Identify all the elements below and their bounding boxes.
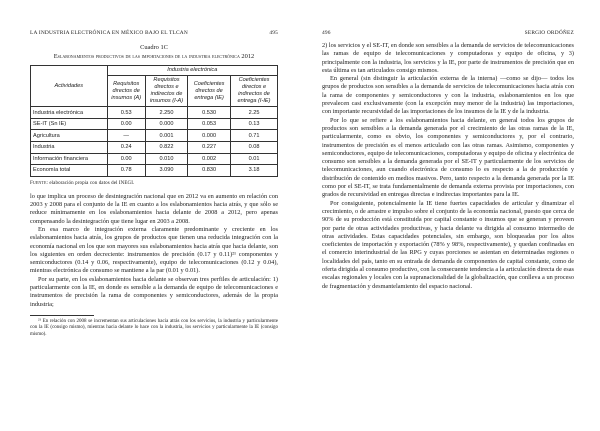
cell-value: 0.000 (145, 118, 187, 130)
cell-value: 3.18 (231, 165, 278, 177)
cell-value: 0.78 (107, 165, 145, 177)
col-header-direct-delivery: Coeficientes directos de entrega (IE) (188, 76, 231, 107)
left-running-head: LA INDUSTRIA ELECTRÓNICA EN MÉXICO BAJO EL TLCAN (30, 30, 188, 36)
cell-value: 0.08 (231, 141, 278, 153)
table-row (31, 153, 278, 165)
col-header-total-delivery: Coeficientes directos e indirectos de entrega (I-IE) (231, 76, 278, 107)
cell-value: — (107, 130, 145, 142)
cell-value: 0.530 (188, 107, 231, 119)
row-activity: Economía total (31, 165, 108, 177)
left-page-number: 495 (269, 30, 278, 36)
right-running-header (322, 30, 574, 42)
body-paragraph: Por lo que se refiere a los eslabonamientos hacia delante, en general todos los grupos de productos son sensibles a la demanda generada por el crecimiento de las otras ramas de la IE, particularmente, como es obvio, los componentes y semiconductores y, por el contrario, instrumentos de precisión es el menos articulado con las otras ramas. Asimismo, componentes y semiconductores, equipo de telecomunicaciones, computadoras y equipo de oficina y electrónica de consumo son sensibles a la demanda generada por el SE-IT y particularmente de los servicios de telecomunicaciones, aun cuando electrónica de consumo lo es respecto a la de producción y distribución de contenido en medios masivos. Pero, tanto respecto a la demanda generada por la IE como por el SE-IT, se trata fundamentalmente de demanda externa provista por importaciones, con grados de recursividad en entregas directas e indirectas importantes para la IE. (322, 116, 574, 199)
body-paragraph: Por consiguiente, potencialmente la IE tiene fuertes capacidades de articular y dinamizar el crecimiento, o de arrastre e impulso sobre el conjunto de la economía nacional, puesto que cerca de 90% de su producción está constituida por capital constante o insumos que se generan y proveen por parte de otras actividades productivas, y hacia delante va dirigida al consumo intermedio de otras actividades. Estas capacidades potenciales, sin embargo, son bloqueadas por los altos coeficientes de importación y exportación (78% y 98%, respectivamente), y quedan confinadas en el comercio interindustrial de las RPG y cuyas porciones se asientan en determinadas regiones o localidades del país, tanto en su entrada de demanda de componentes de capital constante, como de oferta dirigida al consumo productivo, con la consecuente tendencia a la articulación directa de esas escalas regionales y locales con la supranacionalidad de la globalización, que conlleva a un proceso de fragmentación y desmantelamiento del espacio nacional. (322, 199, 574, 290)
cell-value: 0.822 (145, 141, 187, 153)
cell-value: 0.13 (231, 118, 278, 130)
body-paragraph: lo que implica un proceso de desintegración nacional que en 2012 va en aumento en relación con 2003 y 2008 para el conjunto de la IE en cuanto a los eslabonamientos hacia atrás, y que sólo se reduce mínimamente en los eslabonamientos hacia delante de 2008 a 2012, pero apenas compensando la desintegración que tiene lugar en 2003 a 2008. (30, 192, 278, 225)
body-paragraph: 2) los servicios y el SE-IT, en donde son sensibles a la demanda de servicios de telecomunicaciones las ramas de equipo de telecomunicaciones y computadoras y equipo de oficina, y 3) principalmente con la industria, los servicios y la IE, por parte de instrumentos de precisión que en esta última es tan articulados consigo mismos. (322, 42, 574, 74)
row-activity: Información financiera (31, 153, 108, 165)
cell-value: 0.002 (188, 153, 231, 165)
cell-value: 0.227 (188, 141, 231, 153)
table-row (31, 107, 278, 119)
table-row (31, 118, 278, 130)
left-running-header (30, 30, 278, 42)
row-activity: Industria electrónica (31, 107, 108, 119)
cell-value: 0.830 (188, 165, 231, 177)
cell-value: 0.010 (145, 153, 187, 165)
body-paragraph: En esa marco de integración externa claramente predominante y creciente en los eslabonamientos hacia atrás, los grupos de productos que tienen una reducida integración con la economía nacional en los que son mayores sus eslabonamientos hacia atrás que hacia delante, son los siguientes en orden decreciente: instrumentos de precisión (0.17 y 0.11)²¹ componentes y semiconductores (0.14 y 0.06, respectivamente), equipo de telecomunicaciones (0.12 y 0.04), mientras electrónica de consumo se mantiene a la par (0.01 y 0.01). (30, 225, 278, 275)
right-running-head: SERGIO ORDÓÑEZ (524, 30, 574, 36)
cell-value: 0.000 (188, 130, 231, 142)
table-caption (30, 44, 278, 61)
cell-value: 2.25 (231, 107, 278, 119)
table-caption-text: Eslabonamientos productivos de las importaciones de la industria electrónica 2012 (53, 52, 255, 60)
cell-value: 0.001 (145, 130, 187, 142)
col-header-direct-inputs: Requisitos directos de insumos (A) (107, 76, 145, 107)
footnote: ²¹ En relación con 2008 se incrementan sus articulaciones hacia atrás con los servicios, la industria y particularmente con la IE (consigo mismo), mientras hacia delante lo hace con la industria, los servicios y particularmente la IE (consigo mismo). (30, 318, 278, 337)
linkage-table (30, 65, 278, 176)
table-row (31, 130, 278, 142)
cell-value: 3.090 (145, 165, 187, 177)
table-row (31, 165, 278, 177)
table-group-header: Industria electrónica (107, 66, 277, 76)
source-text: : elaboración propia con datos del INEGI. (46, 180, 135, 186)
cell-value: 2.250 (145, 107, 187, 119)
cell-value: 0.053 (188, 118, 231, 130)
row-activity: Industria (31, 141, 108, 153)
table-source (30, 180, 278, 186)
right-page (300, 0, 600, 431)
source-label: Fuente (30, 180, 47, 186)
col-header-activity: Actividades (31, 66, 108, 107)
cell-value: 0.24 (107, 141, 145, 153)
footnote-divider (30, 315, 94, 316)
table-title: Cuadro 1C (140, 44, 168, 51)
row-activity: Agricultura (31, 130, 108, 142)
cell-value: 0.00 (107, 118, 145, 130)
right-page-number: 496 (322, 30, 331, 36)
table-row (31, 141, 278, 153)
cell-value: 0.01 (231, 153, 278, 165)
row-activity: SE-IT (Sn IE) (31, 118, 108, 130)
cell-value: 0.71 (231, 130, 278, 142)
body-paragraph: Por su parte, en los eslabonamientos hacia delante se observan tres perfiles de articulación: 1) particularmente con la IE, en donde es sensible a la demanda de equipo de telecomunicaciones e instrumentos de precisión la rama de componentes y semiconductores, además de la propia industria; (30, 275, 278, 308)
cell-value: 0.53 (107, 107, 145, 119)
col-header-total-inputs: Requisitos directos e indirectos de insumos (I-A) (145, 76, 187, 107)
body-paragraph: En general (sin distinguir la articulación externa de la interna) —como se dijo— todos los grupos de productos son sensibles a la demanda de servicios de telecomunicaciones hacia atrás con la rama de componentes y semiconductores y con la industria, eslabonamientos en los que prevalecen casi exclusivamente (con la excepción muy menor de la industria) las importaciones, con importante recursividad de las importaciones de los insumos de la IE y de la industria. (322, 75, 574, 116)
cell-value: 0.00 (107, 153, 145, 165)
